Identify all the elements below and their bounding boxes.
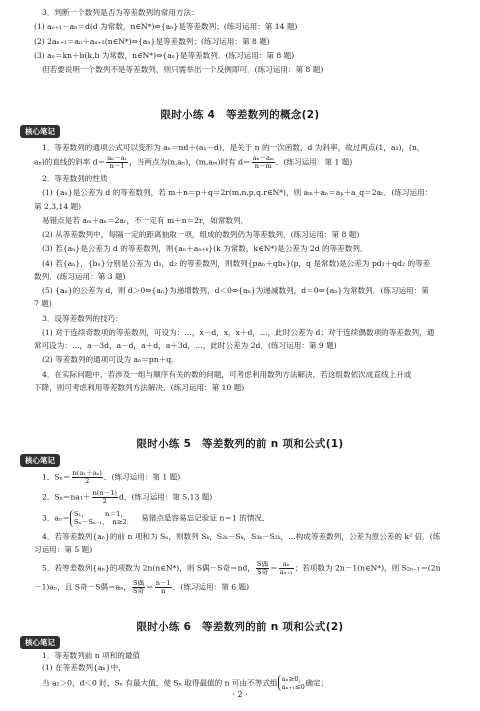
s4-p3a: (1) {aₙ}是公差为 d 的等差数列，若 m＋n＝p＋q＝2r(m,n,p,q,r∈N*)，则 aₘ＋aₙ＝aₚ＋a_q＝2aᵣ．(练习运用： bbox=[42, 188, 433, 198]
s6-r3: 当 a₁＞0，d＜0 时，Sₙ 有最大值，使 Sₙ 取得最值的 n 可由不等式组 aₙ≥0， aₙ₊₁≤0 确定； bbox=[42, 674, 329, 691]
formula-5-fraction-2: $\frac{\text{aₙ}}{\text{aₙ₊₁}}$ bbox=[279, 561, 293, 576]
piecewise-brace: S₁， n＝1， Sₙ－Sₙ₋₁， n≥2． bbox=[70, 510, 134, 527]
core-notes-badge: 核心笔记 bbox=[20, 636, 60, 649]
section-6-heading: 限时小练 6 等差数列的前 n 项和公式(2) bbox=[136, 621, 344, 633]
formula-4b: 习运用：第 5 题) bbox=[34, 544, 93, 554]
s4-p9a: (5) {aₙ}的公差为 d，则 d＞0⇔{aₙ}为递增数列，d＜0⇔{aₙ}为递减数列，d＝0⇔{aₙ}为常数列．(练习运用：第 bbox=[42, 286, 429, 296]
section-4-body bbox=[34, 143, 452, 393]
inequality-brace: aₙ≥0， aₙ₊₁≤0 bbox=[278, 675, 306, 692]
s4-p2: 2．等差数列的性质 bbox=[42, 174, 108, 184]
s4-p14: 4．在实际问题中，若涉及一组与顺序有关的数的问题，可考虑利用数列方法解决，若这组数依次成直线上升或 bbox=[42, 369, 412, 379]
s4-p4: 易错点是若 aₘ＋aₙ＝2aᵣ，不一定有 m＋n＝2r，如常数列． bbox=[42, 215, 249, 225]
s6-r2: (1) 在等差数列{aₙ}中， bbox=[42, 663, 126, 673]
formula-6-fraction-1: $\frac{\text{S偶}}{\text{S奇}}$ bbox=[133, 580, 145, 595]
s4-p6: (3) 若{aₙ}是公差为 d 的等差数列，则{aₙ＋aₙ₊ₖ}(k 为常数，k∈N*)是公差为 2d 的等差数列． bbox=[42, 244, 368, 254]
s4-p7: (4) 若{aₙ}，{bₙ}分别是公差为 d₁，d₂ 的等差数列，则数列{paₙ＋qbₙ}(p，q 是常数)是公差为 pd₁＋qd₂ 的等差 bbox=[42, 258, 431, 268]
s4-p15: 下降，则可考虑利用等差数列方法解决．(练习运用：第 10 题) bbox=[34, 382, 245, 392]
s4-p9b: 7 题) bbox=[34, 299, 52, 309]
formula-3: 3．aₙ＝ S₁， n＝1， Sₙ－Sₙ₋₁， n≥2． 易错点是容易忘记验证 n＝1 的情况． bbox=[42, 509, 270, 527]
formula-5-fraction-1: $\frac{\text{S偶}}{\text{S奇}}$ bbox=[256, 561, 269, 576]
formula-4a: 4．若等差数列{aₙ}的前 n 项和为 Sₙ，则数列 Sₖ，S₂ₖ－Sₖ，S₃ₖ－S₂ₖ，…构成等差数列，公差为原公差的 k² 倍．(练 bbox=[42, 531, 441, 541]
formula-5: 5．若等差数列{aₙ}的项数为 2n(n∈N*)，则 S偶－S奇＝nd， $\frac{\text{S偶}}{\text{S奇}}$ ＝ $\frac{\text{aₙ}}{\text{aₙ₊₁}}$ ；若项数为 2n－1(n∈N*)，则 S₂ₙ₋₁＝(2n bbox=[42, 561, 441, 576]
method-2: (2) 2aₙ₊₁＝aₙ＋aₙ₊₂(n∈N*)⇔{aₙ}是等差数列；(练习运用：第 8 题) bbox=[34, 36, 270, 46]
method-heading: 3．判断一个数列是否为等差数列的常用方法： bbox=[42, 8, 199, 17]
section-6-body bbox=[34, 651, 452, 691]
s4-p1a: 1．等差数列的通项公式可以变形为 aₙ＝nd＋(a₁－d)，是关于 n 的一次函数，d 为斜率，故过两点(1，a₁)，(n， bbox=[42, 143, 425, 152]
formula-2-fraction: $\frac{n(n-1)}{2}$ bbox=[92, 489, 117, 505]
method-note: 但若要说明一个数列不是等差数列，则只需举出一个反例即可．(练习运用：第 8 题) bbox=[42, 65, 324, 74]
section-5-body bbox=[34, 470, 452, 595]
s4-p10: 3．设等差数列的技巧： bbox=[42, 313, 123, 323]
s4-p8: 数列．(练习运用：第 3 题) bbox=[34, 271, 126, 281]
slope-fraction-2: $\frac{\text{aₙ－aₘ}}{n-m}$ bbox=[252, 155, 274, 171]
s4-p11: (1) 对于连续奇数项的等差数列，可设为：…，x－d，x，x＋d，…，此时公差为 d；对于连续偶数项的等差数列，通 bbox=[42, 327, 435, 337]
s6-r1: 1．等差数列前 n 项和的最值 bbox=[42, 651, 141, 660]
method-3: (3) aₙ＝kn＋b(k,b 为常数，n∈N*)⇔{aₙ}是等差数列．(练习运用：第 8 题) bbox=[34, 50, 295, 60]
s4-p13: (2) 等差数列的通项可设为 aₙ＝pn＋q． bbox=[42, 355, 179, 365]
core-notes-badge: 核心笔记 bbox=[20, 125, 60, 138]
core-notes-badge: 核心笔记 bbox=[20, 454, 60, 467]
method-1: (1) aₙ₊₁－aₙ＝d(d 为常数，n∈N*)⇔{aₙ}是等差数列；(练习运用：第 14 题) bbox=[34, 22, 298, 32]
method-section bbox=[34, 8, 452, 75]
slope-fraction-1: $\frac{\text{aₙ－a₁}}{n-1}$ bbox=[107, 155, 128, 171]
section-4-heading: 限时小练 4 等差数列的概念(2) bbox=[160, 109, 320, 121]
section-5-heading: 限时小练 5 等差数列的前 n 项和公式(1) bbox=[136, 438, 344, 450]
s4-p3b: 第 2,3,14 题) bbox=[34, 201, 82, 211]
formula-6: －1)aₙ，且 S奇－S偶＝aₙ， $\frac{\text{S偶}}{\text{S奇}}$ ＝ $\frac{n-1}{n}$ ．(练习运用：第 6 题) bbox=[34, 580, 250, 595]
s4-p1b: aₙ)的直线的斜率 d＝ $\frac{\text{aₙ－a₁}}{n-1}$ ，当两点为(n,aₙ)，(m,aₘ)时有 d＝ $\frac{\text{aₙ－aₘ}}{n-m}$ ．(练习运用：第 1 题) bbox=[34, 155, 353, 171]
formula-2: 2．Sₙ＝na₁＋ $\frac{n(n-1)}{2}$ d．(练习运用：第 5,13 题) bbox=[42, 489, 213, 505]
formula-6-fraction-2: $\frac{n-1}{n}$ bbox=[155, 580, 171, 595]
page-number: · 2 · bbox=[232, 690, 248, 699]
formula-1-fraction: $\frac{\text{n(a₁＋aₙ)}}{2}$ bbox=[72, 470, 102, 485]
s4-p12: 常可设为：…，a－3d，a－d，a＋d，a＋3d，…，此时公差为 2d．(练习运用：第 9 题) bbox=[34, 341, 337, 351]
s4-p5: (2) 从等差数列中，每隔一定的距离抽取一项，组成的数列仍为等差数列．(练习运用：第 8 题) bbox=[42, 230, 360, 240]
formula-1: 1．Sₙ＝ $\frac{\text{n(a₁＋aₙ)}}{2}$ ．(练习运用：第 1 题) bbox=[42, 470, 181, 485]
